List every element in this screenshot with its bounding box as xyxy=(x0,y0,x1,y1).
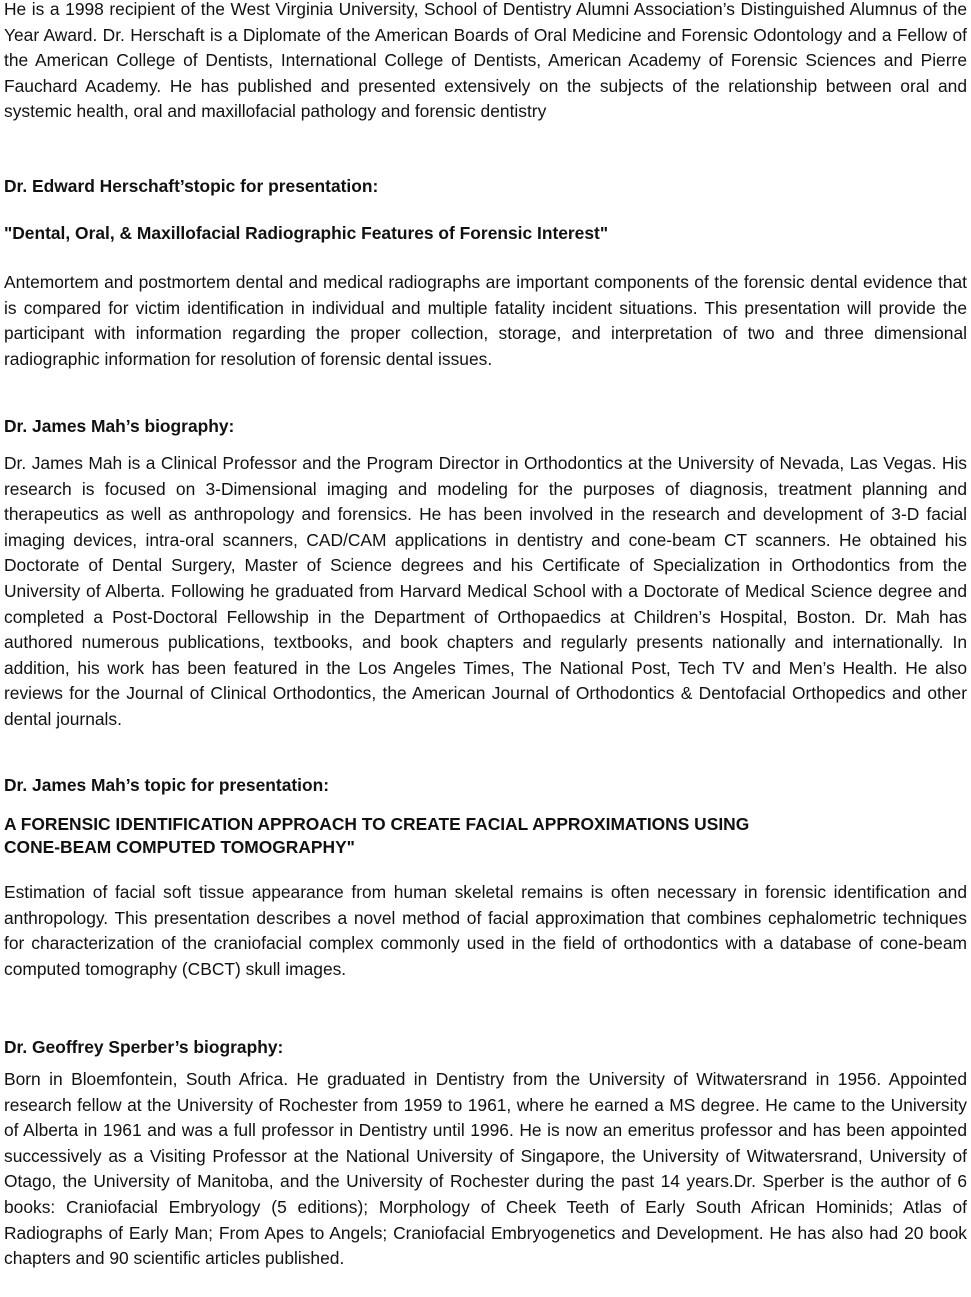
herschaft-topic-title: "Dental, Oral, & Maxillofacial Radiographic Features of Forensic Interest" xyxy=(4,223,609,243)
sperber-bio-block xyxy=(4,1067,967,1272)
herschaft-abstract-block xyxy=(4,270,967,372)
mah-abstract: Estimation of facial soft tissue appearance from human skeletal remains is often necessary in forensic identification and anthropology. This presentation describes a novel method of facial approximation that combines cephalometric techniques for characterization of the craniofacial complex commonly used in the field of orthodontics with a database of cone-beam computed tomography (CBCT) skull images. xyxy=(4,882,967,979)
sperber-bio: Born in Bloemfontein, South Africa. He graduated in Dentistry from the University of Witwatersrand in 1956. Appointed research fellow at the University of Rochester from 1959 to 1961, where he earned a MS degree. He came to the University of Alberta in 1961 and was a full professor in Dentistry until 1996. He is now an emeritus professor and has been appointed successively as a Visiting Professor at the National University of Singapore, the University of Witwatersrand, University of Otago, the University of Manitoba, and the University of Rochester during the past 14 years.Dr. Sperber is the author of 6 books: Craniofacial Embryology (5 editions); Morphology of Cheek Teeth of Early South African Hominids; Atlas of Radiographs of Early Man; From Apes to Angels; Craniofacial Embryogenetics and Development. He has also had 20 book chapters and 90 scientific articles published. xyxy=(4,1069,967,1269)
intro-paragraph: He is a 1998 recipient of the West Virginia University, School of Dentistry Alumni Association’s Distinguished Alumnus of the Year Award. Dr. Herschaft is a Diplomate of the American Boards of Oral Medicine and Forensic Odontology and a Fellow of the American College of Dentists, International College of Dentists, American Academy of Forensic Sciences and Pierre Fauchard Academy. He has published and presented extensively on the subjects of the relationship between oral and systemic health, oral and maxillofacial pathology and forensic dentistry xyxy=(4,0,967,122)
mah-topic-title-line1: A FORENSIC IDENTIFICATION APPROACH TO CREATE FACIAL APPROXIMATIONS USING xyxy=(4,814,750,834)
mah-bio-block xyxy=(4,451,967,733)
mah-abstract-block xyxy=(4,880,967,982)
mah-bio: Dr. James Mah is a Clinical Professor and the Program Director in Orthodontics at the University of Nevada, Las Vegas. His research is focused on 3-Dimensional imaging and modeling for the purposes of diagnosis, treatment planning and therapeutics as well as anthropology and forensics. He has been involved in the research and development of 3-D facial imaging devices, intra-oral scanners, CAD/CAM applications in dentistry and cone-beam CT scanners. He obtained his Doctorate of Dental Surgery, Master of Science degrees and his Certificate of Specialization in Orthodontics from the University of Alberta. Following he graduated from Harvard Medical School with a Doctorate of Medical Science degree and completed a Post-Doctoral Fellowship in the Department of Orthopaedics at Children’s Hospital, Boston. Dr. Mah has authored numerous publications, textbooks, and book chapters and regularly presents nationally and internationally. In addition, his work has been featured in the Los Angeles Times, The National Post, Tech TV and Men’s Health. He also reviews for the Journal of Clinical Orthodontics, the American Journal of Orthodontics & Dentofacial Orthopedics and other dental journals. xyxy=(4,453,967,729)
herschaft-topic-section xyxy=(4,175,967,198)
mah-topic-title-block xyxy=(4,813,967,859)
herschaft-topic-heading: Dr. Edward Herschaft’stopic for presentation: xyxy=(4,176,379,196)
sperber-bio-heading: Dr. Geoffrey Sperber’s biography: xyxy=(4,1037,284,1057)
mah-topic-title-line2: CONE-BEAM COMPUTED TOMOGRAPHY" xyxy=(4,837,355,857)
mah-bio-heading: Dr. James Mah’s biography: xyxy=(4,416,235,436)
mah-topic-section xyxy=(4,774,967,797)
herschaft-topic-title-block xyxy=(4,222,967,245)
intro-section xyxy=(4,0,967,125)
herschaft-abstract: Antemortem and postmortem dental and medical radiographs are important components of the forensic dental evidence that is compared for victim identification in individual and multiple fatality incident situations. This presentation will provide the participant with information regarding the proper collection, storage, and interpretation of two and three dimensional radiographic information for resolution of forensic dental issues. xyxy=(4,272,967,369)
mah-bio-section xyxy=(4,415,967,438)
mah-topic-heading: Dr. James Mah’s topic for presentation: xyxy=(4,775,330,795)
sperber-bio-section xyxy=(4,1036,967,1059)
